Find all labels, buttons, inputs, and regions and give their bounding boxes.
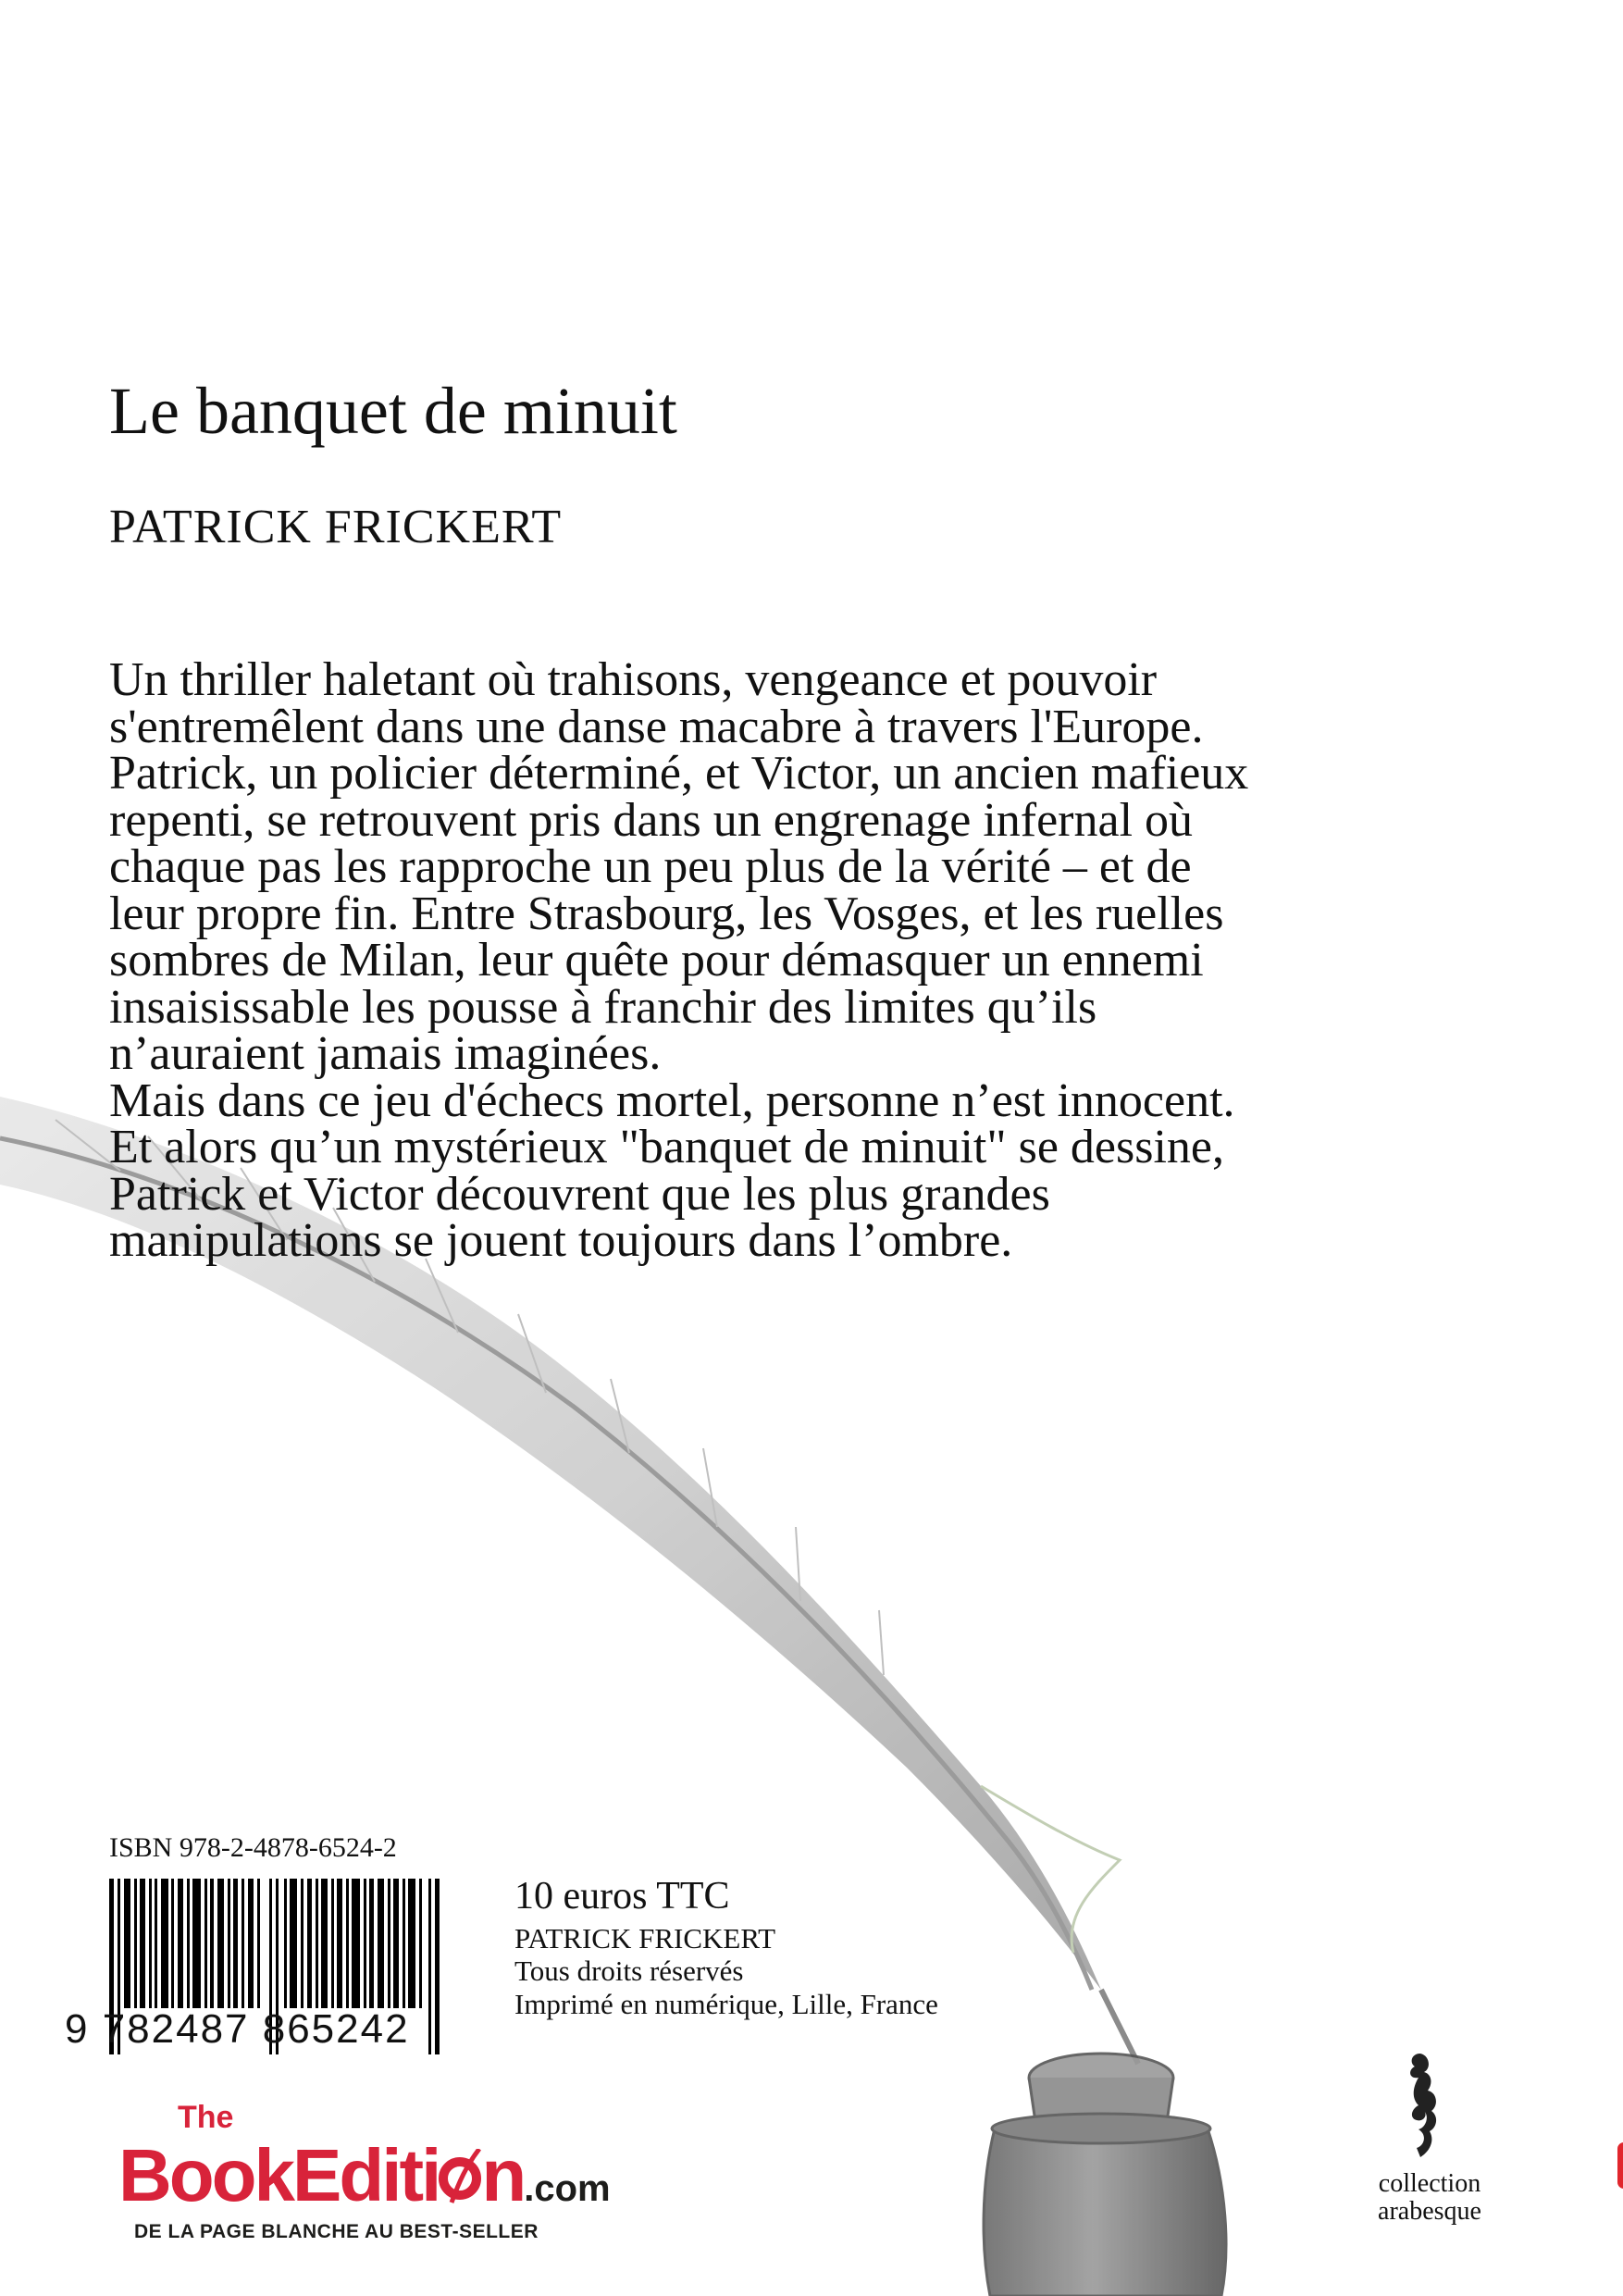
blurb-paragraph: Mais dans ce jeu d'échecs mortel, personne n’est innocent. Et alors qu’un mystérieux "banquet de minuit" se dessine, Patrick et Victor découvrent que les plus grandes manipulations se jouent toujours dans l’ombre. [109,1074,1235,1267]
back-cover-blurb [109,653,1275,1267]
publisher-logo-brand-end: n [481,2134,525,2216]
rights-notice: Tous droits réservés [514,1955,744,1987]
publisher-logo-domain: .com [524,2168,611,2209]
publication-author: PATRICK FRICKERT [514,1922,776,1955]
barcode-digits: 9 782487 865242 [65,2006,410,2052]
blurb-paragraph: Un thriller haletant où trahisons, vengeance et pouvoir s'entremêlent dans une danse macabre à travers l'Europe. [109,653,1204,753]
arabesque-ornament-icon [1393,2050,1448,2161]
book-author: PATRICK FRICKERT [109,501,563,553]
collection-label [1360,2170,1499,2226]
blurb-paragraph: Patrick, un policier déterminé, et Victor, un ancien mafieux repenti, se retrouvent pris dans un engrenage infernal où chaque pas les rapproche un peu plus de la vérité – et de leur propre fin. Entre Strasbourg, les Vosges, et les ruelles sombres de Milan, leur quête pour démasquer un ennemi insaisissable les pousse à franchir des limites qu’ils n’auraient jamais imaginées. [109,747,1249,1080]
edge-marker [1617,2142,1623,2189]
isbn-label: ISBN 978-2-4878-6524-2 [109,1832,397,1863]
quill-o-icon [439,2137,481,2192]
price: 10 euros TTC [514,1875,730,1917]
publisher-logo [118,2133,611,2218]
collection-line-1: collection [1378,2169,1481,2198]
publisher-logo-the: The [178,2100,234,2135]
printing-info: Imprimé en numérique, Lille, France [514,1988,938,2020]
publisher-logo-brand: BookEditi [118,2134,440,2216]
book-title: Le banquet de minuit [109,374,677,448]
inkwell [984,2054,1226,2296]
collection-line-2: arabesque [1378,2197,1481,2226]
publisher-tagline: DE LA PAGE BLANCHE AU BEST-SELLER [134,2221,539,2242]
